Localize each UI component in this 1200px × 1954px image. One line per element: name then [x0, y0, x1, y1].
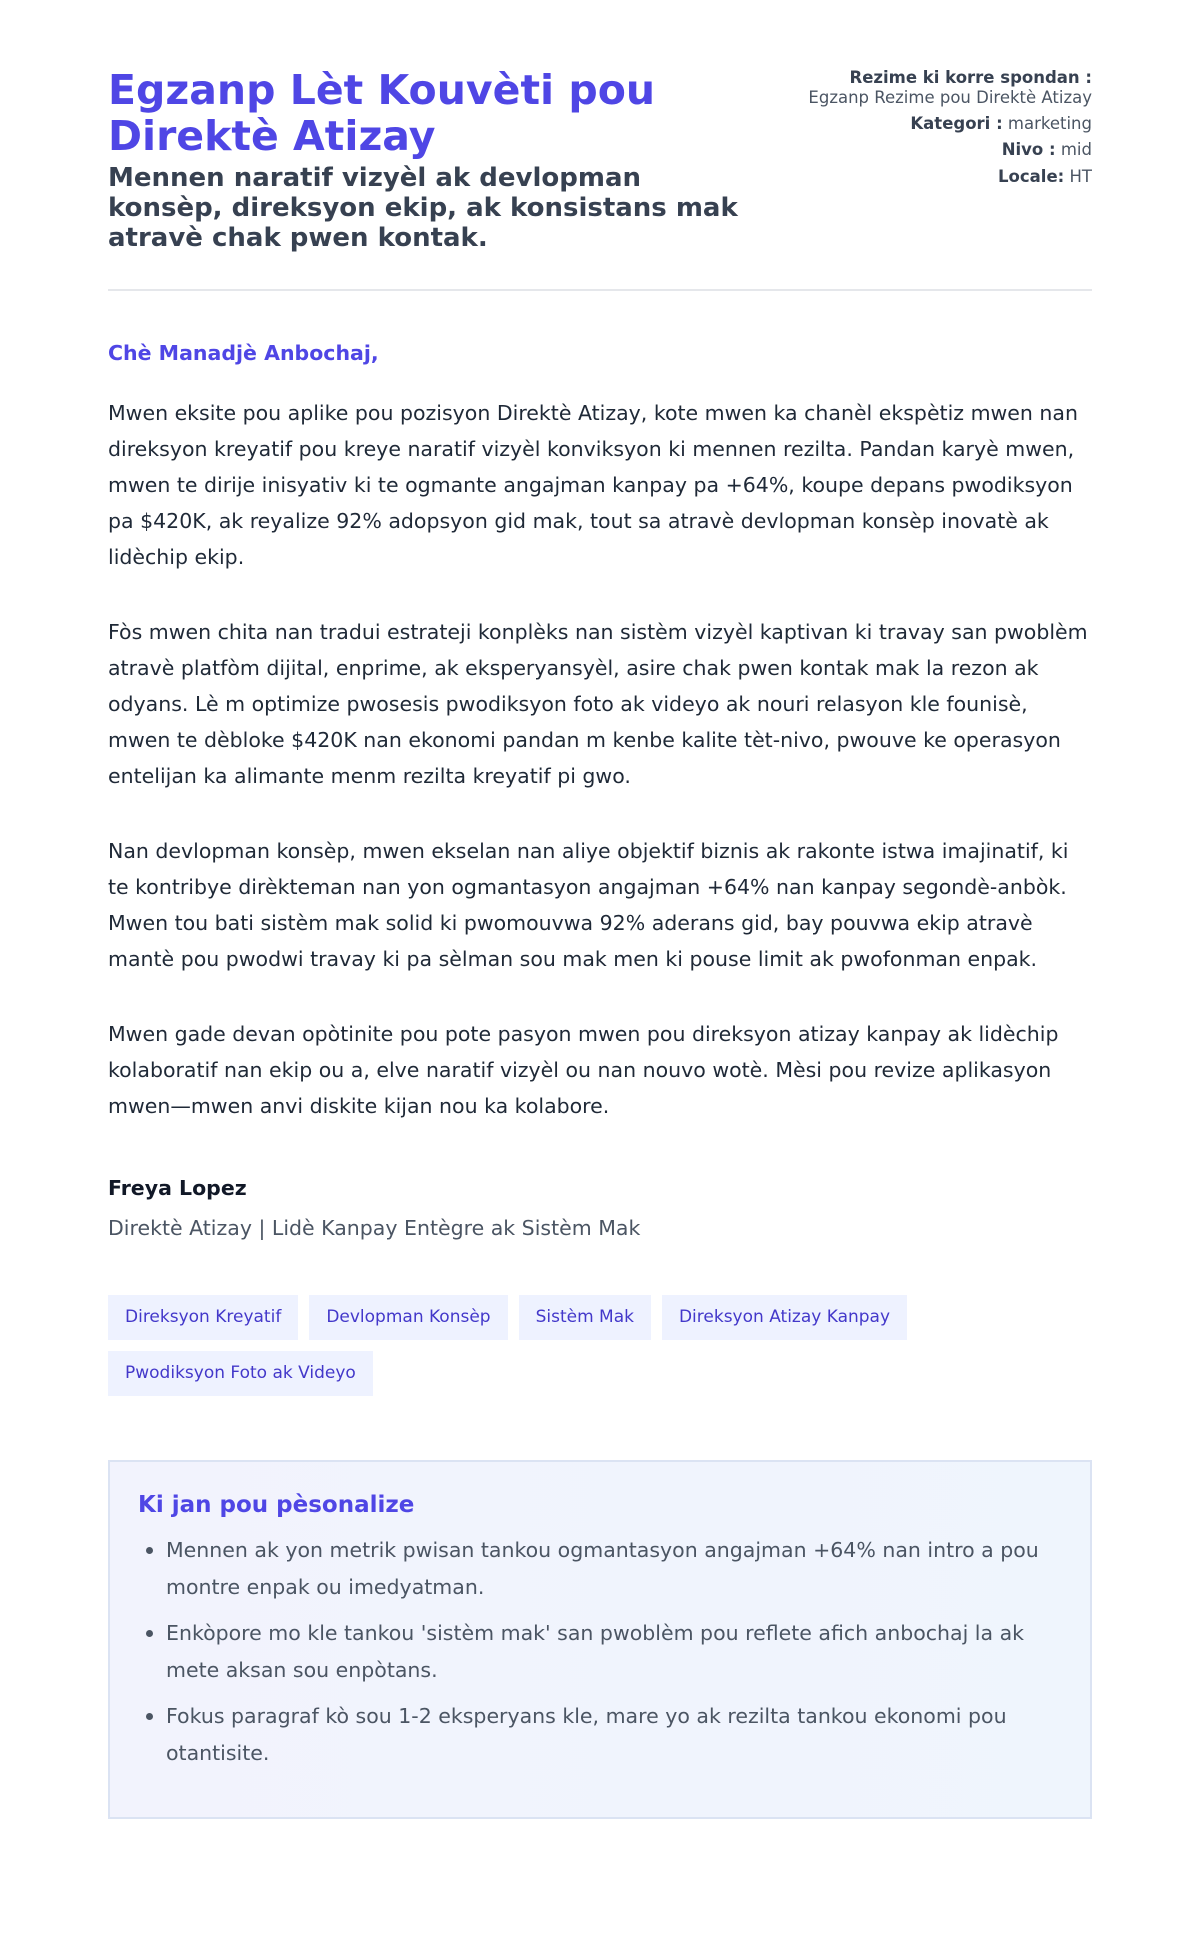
meta-locale-label: Locale:	[998, 166, 1065, 186]
skill-tag[interactable]: Sistèm Mak	[519, 1295, 651, 1340]
document-meta	[755, 68, 1092, 193]
meta-level-label: Nivo :	[1001, 140, 1056, 160]
skill-tag[interactable]: Devlopman Konsèp	[309, 1295, 507, 1340]
page-subtitle: Mennen naratif vizyèl ak devlopman konsèp, direksyon ekip, ak konsistans mak atravè chak pwen kontak.	[108, 162, 738, 253]
signature-title: Direktè Atizay | Lidè Kanpay Entègre ak Sistèm Mak	[108, 1216, 641, 1241]
meta-locale-value: HT	[1069, 166, 1092, 186]
tips-list	[138, 1532, 1062, 1772]
skill-tag[interactable]: Pwodiksyon Foto ak Videyo	[108, 1351, 373, 1396]
meta-category	[755, 114, 1092, 134]
signature-name: Freya Lopez	[108, 1176, 247, 1201]
letter-paragraph: Mwen eksite pou aplike pou pozisyon Direktè Atizay, kote mwen ka chanèl ekspètiz mwen nan direksyon kreyatif pou kreye naratif vizyèl konviksyon ki mennen rezilta. Pandan karyè mwen, mwen te dirije inisyativ ki te ogmante angajman kanpay pa +64%, koupe depans pwodiksyon pa $420K, ak reyalize 92% adopsyon gid mak, tout sa atravè devlopman konsèp inovatè ak lidèchip ekip.	[108, 401, 1078, 570]
header-titles	[108, 68, 755, 253]
meta-level-value: mid	[1060, 140, 1092, 160]
meta-locale	[755, 167, 1092, 187]
signature-block	[108, 1176, 1092, 1240]
letter-salutation: Chè Manadjè Anbochaj,	[108, 341, 379, 366]
customization-tips-box	[108, 1460, 1092, 1819]
meta-level	[755, 140, 1092, 160]
page-title: Egzanp Lèt Kouvèti pou Direktè Atizay	[108, 66, 656, 160]
skill-tag[interactable]: Direksyon Kreyatif	[108, 1295, 298, 1340]
meta-category-value: marketing	[1007, 114, 1092, 134]
letter-body	[108, 395, 1092, 1124]
tips-list-item: Enkòpore mo kle tankou 'sistèm mak' san pwoblèm pou reflete afich anbochaj la ak mete aksan sou enpòtans.	[138, 1615, 1062, 1689]
skill-tags	[108, 1295, 1098, 1396]
meta-category-label: Kategori :	[910, 114, 1003, 134]
skill-tag[interactable]: Direksyon Atizay Kanpay	[662, 1295, 907, 1340]
letter-paragraph: Nan devlopman konsèp, mwen ekselan nan aliye objektif biznis ak rakonte istwa imajinatif, ki te kontribye dirèkteman nan yon ogmantasyon angajman +64% nan kanpay segondè-anbòk. Mwen tou bati sistèm mak solid ki pwomouvwa 92% aderans gid, bay pouvwa ekip atravè mantè pou pwodwi travay ki pa sèlman sou mak men ki pouse limit ak pwofonman enpak.	[108, 839, 1069, 972]
letter-paragraph: Fòs mwen chita nan tradui estrateji konplèks nan sistèm vizyèl kaptivan ki travay san pwoblèm atravè platfòm dijital, enprime, ak eksperyansyèl, asire chak pwen kontak mak la rezon ak odyans. Lè m optimize pwosesis pwodiksyon foto ak videyo ak nouri relasyon kle founisè, mwen te dèbloke $420K nan ekonomi pandan m kenbe kalite tèt-nivo, pwouve ke operasyon entelijan ka alimante menm rezilta kreyatif pi gwo.	[108, 620, 1088, 789]
tips-title: Ki jan pou pèsonalize	[138, 1492, 415, 1519]
meta-resume-link[interactable]: Egzanp Rezime pou Direktè Atizay	[808, 88, 1092, 108]
meta-resume-label: Rezime ki korre spondan :	[849, 68, 1092, 87]
document-header	[108, 68, 1092, 291]
tips-list-item: Fokus paragraf kò sou 1-2 eksperyans kle, mare yo ak rezilta tankou ekonomi pou otantisite.	[138, 1698, 1062, 1772]
meta-resume	[755, 68, 1092, 108]
tips-list-item: Mennen ak yon metrik pwisan tankou ogmantasyon angajman +64% nan intro a pou montre enpak ou imedyatman.	[138, 1532, 1062, 1606]
letter-paragraph: Mwen gade devan opòtinite pou pote pasyon mwen pou direksyon atizay kanpay ak lidèchip kolaboratif nan ekip ou a, elve naratif vizyèl ou nan nouvo wotè. Mèsi pou revize aplikasyon mwen—mwen anvi diskite kijan nou ka kolabore.	[108, 1022, 1059, 1119]
